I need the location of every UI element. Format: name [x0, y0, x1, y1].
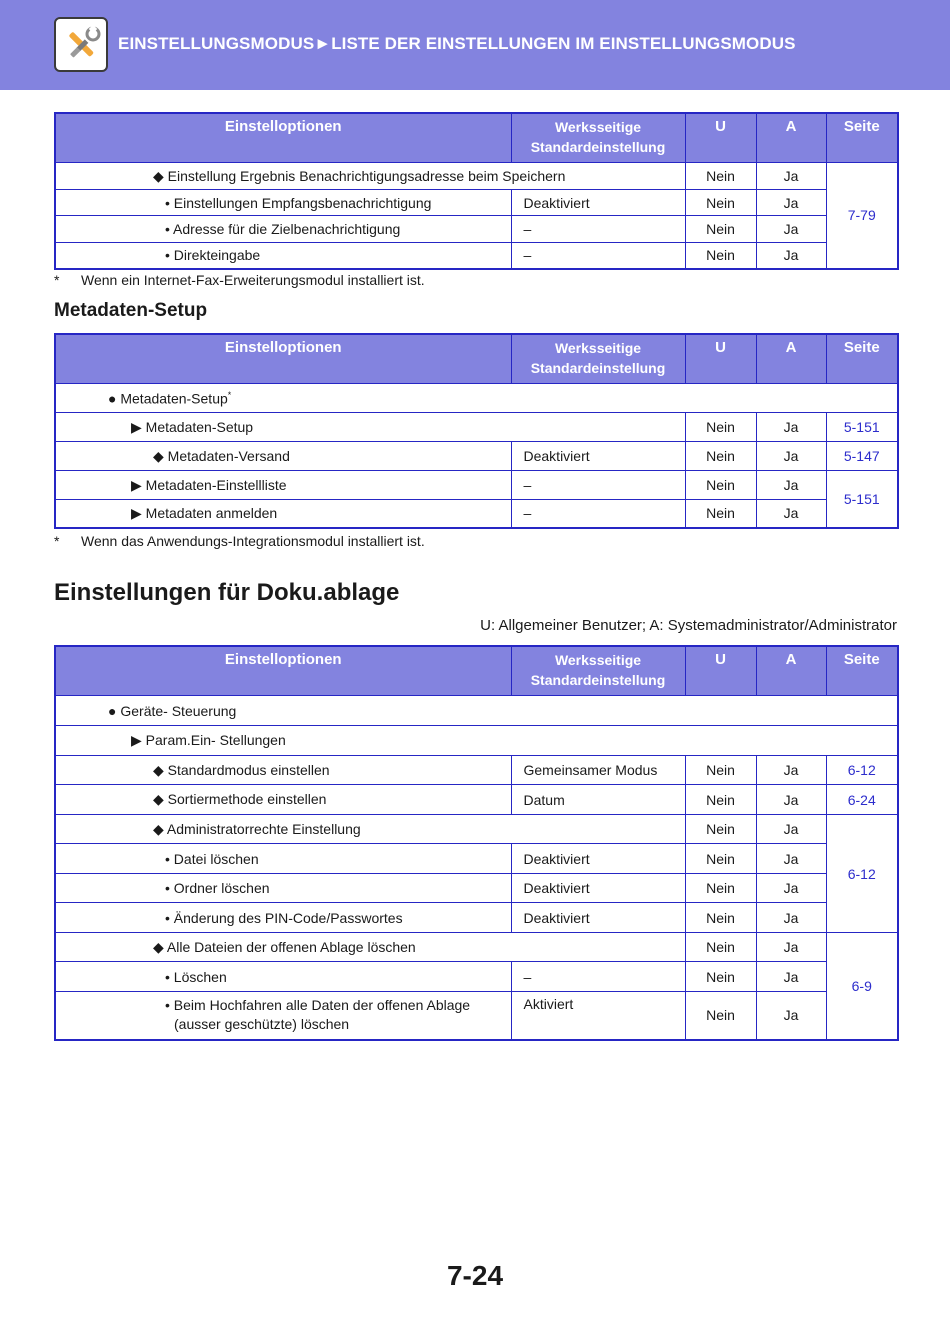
settings-table-notification [54, 112, 899, 270]
page-link[interactable]: 6-9 [826, 933, 898, 1040]
u-value: Nein [685, 413, 756, 442]
header-title: EINSTELLUNGSMODUS►LISTE DER EINSTELLUNGEN IM EINSTELLUNGSMODUS [118, 34, 796, 53]
page-link[interactable]: 5-151 [826, 413, 898, 442]
a-value: Ja [756, 785, 826, 815]
legend: U: Allgemeiner Benutzer; A: Systemadministrator/Administrator [480, 617, 897, 634]
page-link[interactable]: 6-24 [826, 785, 898, 815]
page-link[interactable]: 5-147 [826, 442, 898, 471]
page-link[interactable]: 5-151 [826, 471, 898, 528]
a-value: Ja [756, 216, 826, 243]
table-header [55, 646, 898, 696]
a-value: Ja [756, 442, 826, 471]
table-header [55, 113, 898, 163]
a-value: Ja [756, 243, 826, 269]
table-row [55, 992, 898, 1040]
a-value: Ja [756, 903, 826, 933]
u-value: Nein [685, 163, 756, 190]
table-row [55, 785, 898, 815]
settings-table-metadata [54, 333, 899, 529]
u-value: Nein [685, 785, 756, 815]
table-row [55, 726, 898, 756]
u-value: Nein [685, 190, 756, 216]
a-value: Ja [756, 190, 826, 216]
row-label: ◆ Einstellung Ergebnis Benachrichtigungsadresse beim Speichern [55, 163, 685, 190]
row-label: ▶ Metadaten-Einstellliste [55, 471, 511, 500]
table-row [55, 874, 898, 903]
col-header-options: Einstelloptionen [55, 113, 511, 163]
u-value: Nein [685, 962, 756, 992]
section-title: Metadaten-Setup [54, 300, 208, 321]
row-label: ▶ Metadaten-Setup [55, 413, 685, 442]
a-value: Ja [756, 933, 826, 962]
u-value: Nein [685, 874, 756, 903]
col-header-page: Seite [826, 334, 898, 384]
page-link[interactable]: 7-79 [826, 163, 898, 269]
group-label: ▶ Param.Ein- Stellungen [55, 726, 898, 756]
table-row [55, 844, 898, 874]
row-label: • Direkteingabe [55, 243, 511, 269]
a-value: Ja [756, 874, 826, 903]
default-value: – [511, 962, 685, 992]
page-link[interactable]: 6-12 [826, 815, 898, 933]
footnote: * Wenn ein Internet-Fax-Erweiterungsmodul installiert ist. [54, 272, 425, 288]
page-link[interactable]: 6-12 [826, 756, 898, 785]
table-row [55, 696, 898, 726]
row-label: • Datei löschen [55, 844, 511, 874]
col-header-a: A [756, 334, 826, 384]
table-row [55, 442, 898, 471]
table-row [55, 815, 898, 844]
row-label: • Adresse für die Zielbenachrichtigung [55, 216, 511, 243]
col-header-u: U [685, 334, 756, 384]
table-row [55, 413, 898, 442]
u-value: Nein [685, 756, 756, 785]
row-label: ▶ Metadaten anmelden [55, 500, 511, 528]
default-value: Deaktiviert [511, 442, 685, 471]
row-label: • Ordner löschen [55, 874, 511, 903]
u-value: Nein [685, 903, 756, 933]
default-value: Datum [511, 785, 685, 815]
col-header-default: Werksseitige Standardeinstellung [511, 334, 685, 384]
table-row [55, 471, 898, 500]
u-value: Nein [685, 442, 756, 471]
a-value: Ja [756, 844, 826, 874]
tools-icon [54, 17, 108, 72]
table-row [55, 216, 898, 243]
group-label: ● Metadaten-Setup* [55, 384, 898, 413]
col-header-a: A [756, 646, 826, 696]
a-value: Ja [756, 756, 826, 785]
a-value: Ja [756, 413, 826, 442]
u-value: Nein [685, 471, 756, 500]
table-row [55, 243, 898, 269]
row-label: ◆ Metadaten-Versand [55, 442, 511, 471]
default-value: Deaktiviert [511, 903, 685, 933]
table-row [55, 962, 898, 992]
default-value: – [511, 471, 685, 500]
group-label: ● Geräte- Steuerung [55, 696, 898, 726]
table-row [55, 384, 898, 413]
u-value: Nein [685, 216, 756, 243]
page-heading: Einstellungen für Doku.ablage [54, 579, 400, 606]
row-label: • Einstellungen Empfangsbenachrichtigung [55, 190, 511, 216]
u-value: Nein [685, 933, 756, 962]
default-value: Aktiviert [511, 992, 685, 1040]
page-header [0, 0, 950, 90]
row-label: • Änderung des PIN-Code/Passwortes [55, 903, 511, 933]
a-value: Ja [756, 500, 826, 528]
row-label: ◆ Alle Dateien der offenen Ablage löschen [55, 933, 685, 962]
col-header-default: Werksseitige Standardeinstellung [511, 646, 685, 696]
a-value: Ja [756, 992, 826, 1040]
row-label: • Löschen [55, 962, 511, 992]
row-label: ◆ Standardmodus einstellen [55, 756, 511, 785]
col-header-u: U [685, 646, 756, 696]
default-value: – [511, 243, 685, 269]
default-value: Deaktiviert [511, 844, 685, 874]
u-value: Nein [685, 500, 756, 528]
u-value: Nein [685, 992, 756, 1040]
default-value: Gemeinsamer Modus [511, 756, 685, 785]
default-value: – [511, 500, 685, 528]
default-value: – [511, 216, 685, 243]
col-header-a: A [756, 113, 826, 163]
row-label: ◆ Sortiermethode einstellen [55, 785, 511, 815]
row-label: • Beim Hochfahren alle Daten der offenen Ablage (ausser geschützte) löschen [55, 992, 511, 1040]
table-header [55, 334, 898, 384]
col-header-options: Einstelloptionen [55, 646, 511, 696]
footnote: * Wenn das Anwendungs-Integrationsmodul installiert ist. [54, 533, 425, 549]
table-row [55, 190, 898, 216]
default-value: Deaktiviert [511, 190, 685, 216]
table-row [55, 756, 898, 785]
table-row [55, 163, 898, 190]
col-header-u: U [685, 113, 756, 163]
col-header-default: Werksseitige Standardeinstellung [511, 113, 685, 163]
table-row [55, 500, 898, 528]
a-value: Ja [756, 815, 826, 844]
row-label: ◆ Administratorrechte Einstellung [55, 815, 685, 844]
u-value: Nein [685, 243, 756, 269]
a-value: Ja [756, 471, 826, 500]
page-number: 7-24 [446, 1260, 504, 1291]
table-row [55, 903, 898, 933]
u-value: Nein [685, 844, 756, 874]
col-header-page: Seite [826, 646, 898, 696]
col-header-options: Einstelloptionen [55, 334, 511, 384]
a-value: Ja [756, 163, 826, 190]
default-value: Deaktiviert [511, 874, 685, 903]
col-header-page: Seite [826, 113, 898, 163]
u-value: Nein [685, 815, 756, 844]
settings-table-document-filing [54, 645, 899, 1041]
table-row [55, 933, 898, 962]
a-value: Ja [756, 962, 826, 992]
